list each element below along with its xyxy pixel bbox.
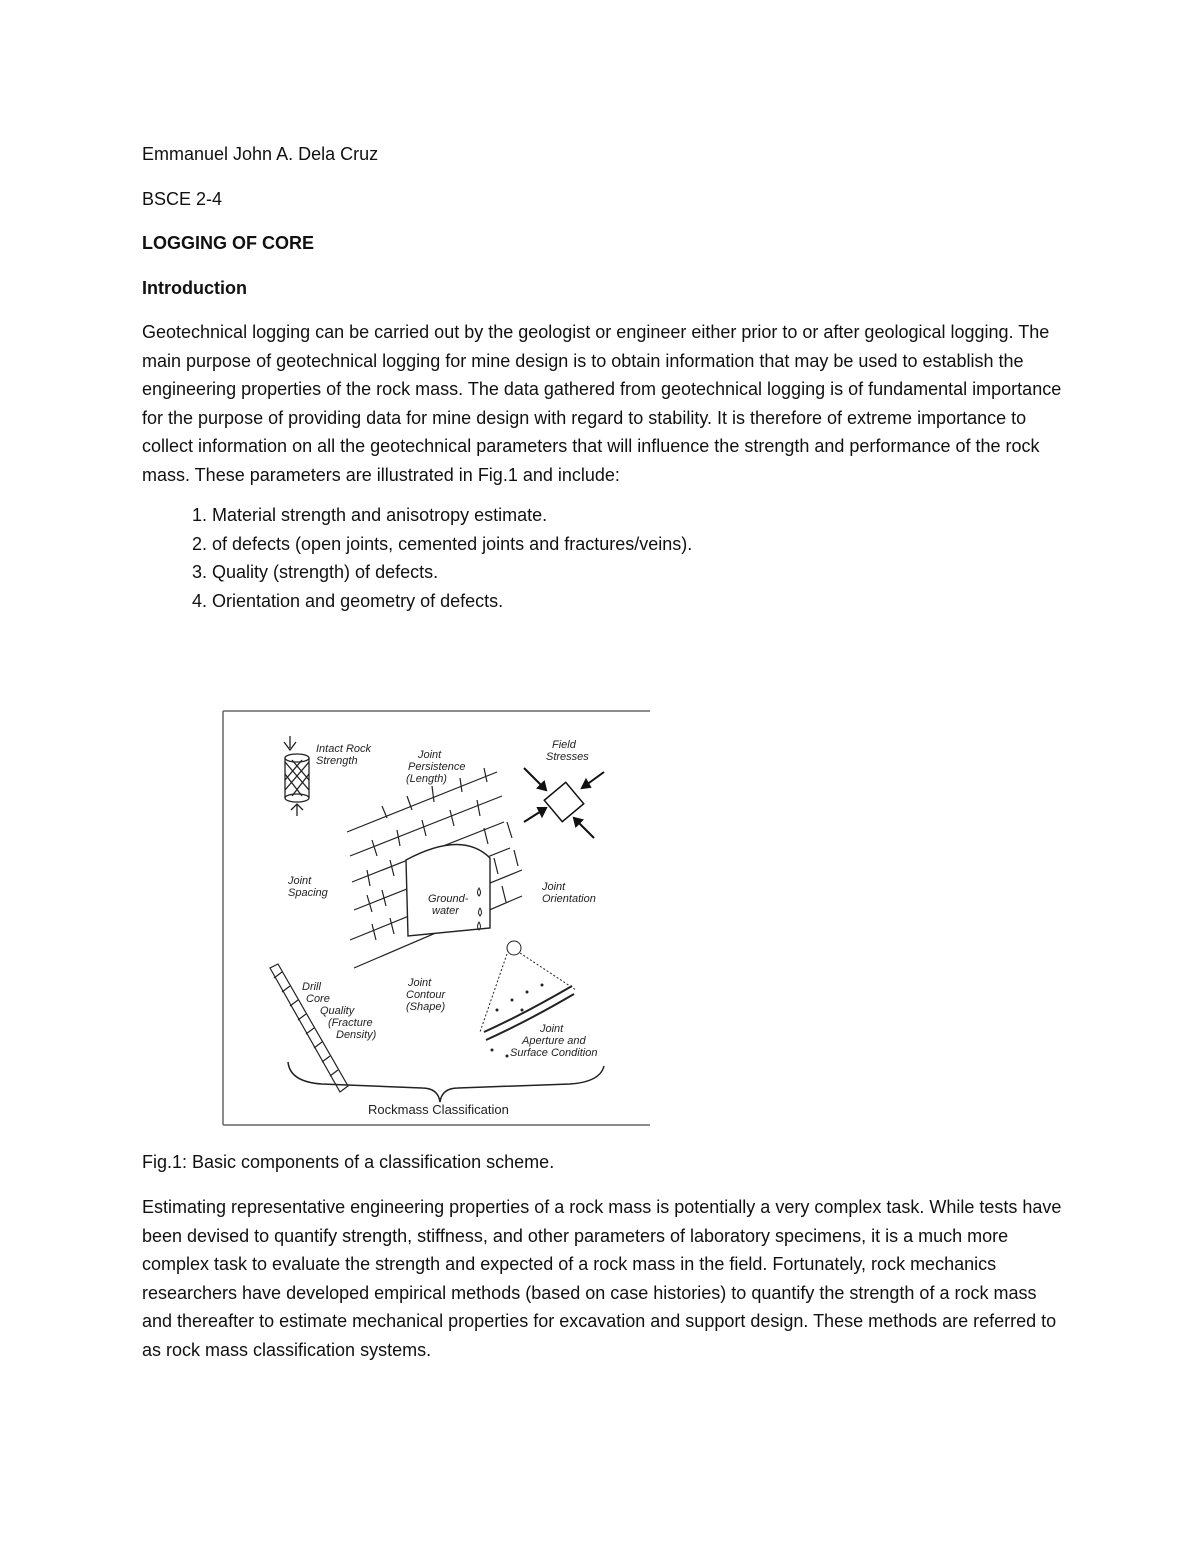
classification-diagram [222, 710, 650, 1126]
rock-mass-block [347, 768, 522, 968]
closing-paragraph: Estimating representative engineering properties of a rock mass is potentially a very complex task. While tests have been devised to quantify strength, stiffness, and other parameters of laboratory specimens, it is a much more complex task to evaluate the strength and expected of a rock mass in the field. Fortunately, rock mechanics researchers have developed empirical methods (based on case histories) to quantify the strength of a rock mass and thereafter to estimate mechanical properties for excavation and support design. These methods are referred to as rock mass classification systems. [142, 1197, 1062, 1360]
parameter-list [142, 501, 1062, 615]
label-drill-1: Drill [302, 981, 321, 993]
figure-caption: Fig.1: Basic components of a classification scheme. [142, 1152, 555, 1172]
classification-brace [288, 1062, 604, 1102]
label-groundwater-2: water [432, 905, 459, 917]
list-item: 3. Quality (strength) of defects. [212, 558, 1062, 587]
label-intact-rock-2: Strength [316, 755, 358, 767]
label-field-stresses-2: Stresses [546, 751, 589, 763]
document-body [142, 140, 1062, 615]
label-intact-rock-1: Intact Rock [316, 743, 372, 755]
label-aperture-3: Surface Condition [510, 1047, 598, 1059]
label-contour-1: Joint [408, 977, 432, 989]
list-item: 1. Material strength and anisotropy estimate. [212, 501, 1062, 530]
intro-paragraph: Geotechnical logging can be carried out by the geologist or engineer either prior to or after geological logging. The main purpose of geotechnical logging for mine design is to obtain information that may be used to establish the engineering properties of the rock mass. The data gathered from geotechnical logging is of fundamental importance for the purpose of providing data for mine design with regard to stability. It is therefore of extreme importance to collect information on all the geotechnical parameters that will influence the strength and performance of the rock mass. These parameters are illustrated in Fig.1 and include: [142, 322, 1062, 485]
list-item: 2. of defects (open joints, cemented joints and fractures/veins). [212, 530, 1062, 559]
label-spacing-1: Joint [288, 875, 312, 887]
label-field-stresses-1: Field [552, 739, 576, 751]
label-groundwater-1: Ground- [428, 893, 469, 905]
author-name: Emmanuel John A. Dela Cruz [142, 144, 379, 164]
label-persistence-1: Joint [418, 749, 442, 761]
label-drill-3: Quality [320, 1005, 355, 1017]
label-drill-2: Core [306, 993, 330, 1005]
label-drill-5: Density) [336, 1029, 377, 1041]
list-item: 4. Orientation and geometry of defects. [212, 587, 1062, 616]
field-stress-block-icon [524, 768, 604, 838]
label-orientation-2: Orientation [542, 893, 596, 905]
label-contour-3: (Shape) [406, 1001, 446, 1013]
label-contour-2: Contour [406, 989, 446, 1001]
label-rockmass: Rockmass Classification [368, 1102, 509, 1117]
label-persistence-2: Persistence [408, 761, 466, 773]
figure-rockmass-classification [222, 710, 650, 1126]
label-orientation-1: Joint [542, 881, 566, 893]
label-persistence-3: (Length) [406, 773, 447, 785]
intact-rock-specimen-icon [284, 736, 309, 816]
label-spacing-2: Spacing [288, 887, 328, 899]
label-aperture-1: Joint [540, 1023, 564, 1035]
label-aperture-2: Aperture and [522, 1035, 586, 1047]
section-heading: Introduction [142, 277, 247, 298]
document-title: LOGGING OF CORE [142, 233, 315, 253]
label-drill-4: (Fracture [328, 1017, 373, 1029]
class-section: BSCE 2-4 [142, 188, 223, 209]
